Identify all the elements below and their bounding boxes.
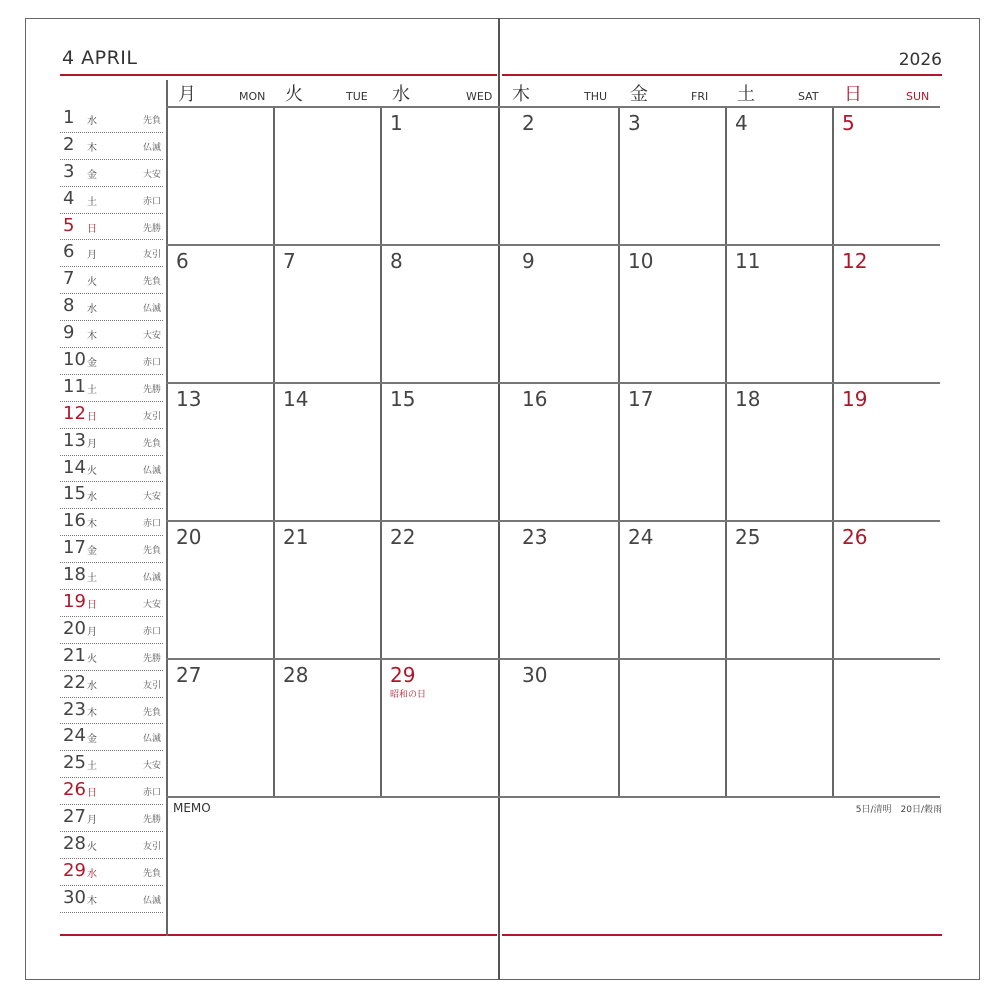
day-list-number: 14 [63, 456, 86, 478]
calendar-date[interactable]: 1 [390, 111, 403, 135]
day-list-weekday: 火 [87, 842, 97, 854]
day-list-number: 19 [63, 591, 86, 613]
day-list-weekday: 土 [87, 196, 97, 208]
calendar-date[interactable]: 7 [283, 249, 296, 273]
day-list-row [60, 644, 163, 671]
day-list-weekday: 月 [87, 250, 97, 262]
calendar-date[interactable]: 4 [735, 111, 748, 135]
day-list-weekday: 水 [87, 868, 97, 880]
page-spine [498, 18, 500, 980]
day-list-rokuyo: 赤口 [142, 196, 161, 207]
day-list-row [60, 402, 163, 429]
day-list-rokuyo: 友引 [142, 250, 161, 261]
day-list-number: 30 [63, 886, 86, 908]
day-list-rokuyo: 仏滅 [142, 465, 161, 476]
day-list-rokuyo: 大安 [142, 331, 161, 342]
day-list-rokuyo: 赤口 [142, 358, 161, 369]
day-list-number: 15 [63, 483, 86, 505]
top-rule-right [502, 74, 942, 76]
day-list-row [60, 859, 163, 886]
calendar-date[interactable]: 5 [842, 111, 855, 135]
weekday-header-en: TUE [346, 90, 368, 103]
day-list-weekday: 木 [87, 707, 97, 719]
day-list-number: 1 [63, 107, 75, 128]
day-list-rokuyo: 仏滅 [142, 573, 161, 584]
day-list-row [60, 698, 163, 725]
solar-terms: 5日/清明 20日/穀雨 [855, 805, 942, 815]
day-list-number: 8 [63, 295, 75, 317]
calendar-date[interactable]: 28 [283, 663, 309, 687]
day-list-number: 6 [63, 241, 75, 263]
day-list-weekday: 火 [87, 653, 97, 665]
day-list-weekday: 金 [87, 358, 97, 370]
day-list-number: 3 [63, 160, 75, 182]
day-list-row [60, 778, 163, 805]
day-list-row [60, 563, 163, 590]
bottom-rule-right [502, 934, 942, 936]
day-list-number: 20 [63, 617, 86, 639]
weekday-header-jp: 日 [844, 84, 862, 105]
day-list-rokuyo: 先負 [142, 438, 161, 449]
day-list-number: 10 [63, 349, 86, 371]
day-list-number: 27 [63, 806, 86, 828]
day-list-rokuyo: 赤口 [142, 519, 161, 530]
day-list-row [60, 617, 163, 644]
day-list-rokuyo: 大安 [142, 492, 161, 503]
calendar-date[interactable]: 23 [522, 525, 548, 549]
day-list-weekday: 火 [87, 465, 97, 477]
day-list-row [60, 187, 163, 214]
calendar-date[interactable]: 30 [522, 663, 548, 687]
day-list-weekday: 水 [87, 304, 97, 316]
page-frame [25, 18, 980, 980]
day-list-rokuyo: 仏滅 [142, 895, 161, 906]
day-list-weekday: 金 [87, 169, 97, 181]
day-list-row [60, 321, 163, 348]
day-list-weekday: 日 [87, 223, 97, 235]
calendar-date[interactable]: 11 [735, 249, 761, 273]
day-list-number: 17 [63, 537, 86, 559]
weekday-header-en: MON [239, 90, 266, 103]
day-list-weekday: 土 [87, 761, 97, 773]
calendar-date[interactable]: 21 [283, 525, 309, 549]
calendar-date[interactable]: 18 [735, 387, 761, 411]
day-list-row [60, 240, 163, 267]
calendar-date[interactable]: 6 [176, 249, 189, 273]
calendar-date[interactable]: 29 [390, 663, 416, 687]
day-list-rokuyo: 仏滅 [142, 304, 161, 315]
day-list-rokuyo: 先負 [142, 116, 161, 126]
weekday-header-en: FRI [691, 90, 709, 103]
calendar-date[interactable]: 26 [842, 525, 868, 549]
calendar-date[interactable]: 15 [390, 387, 416, 411]
grid-column-line [380, 106, 382, 797]
day-list-number: 2 [63, 133, 75, 155]
grid-column-line [273, 106, 275, 797]
day-list-row [60, 805, 163, 832]
calendar-date[interactable]: 22 [390, 525, 416, 549]
grid-column-line [618, 106, 620, 797]
grid-column-line [166, 80, 168, 936]
calendar-date[interactable]: 9 [522, 249, 535, 273]
day-list-row [60, 294, 163, 321]
grid-row-line [166, 244, 940, 246]
day-list-row [60, 267, 163, 294]
day-list-number: 22 [63, 671, 86, 693]
month-title: 4 APRIL [62, 47, 138, 69]
day-list-weekday: 日 [87, 788, 97, 800]
grid-row-line [166, 106, 940, 108]
day-list-rokuyo: 大安 [142, 761, 161, 772]
grid-column-line [725, 106, 727, 797]
day-list-row [60, 214, 163, 241]
day-list-row [60, 375, 163, 402]
day-list-number: 29 [63, 859, 86, 881]
weekday-header-jp: 木 [512, 84, 530, 105]
grid-row-line [166, 658, 940, 660]
day-list-number: 4 [63, 187, 75, 209]
day-list-number: 5 [63, 214, 75, 236]
holiday-label: 昭和の日 [390, 690, 427, 700]
year-label: 2026 [898, 50, 942, 70]
day-list-rokuyo: 赤口 [142, 626, 161, 637]
day-list-row [60, 348, 163, 375]
day-list-row [60, 536, 163, 563]
day-list-weekday: 月 [87, 815, 97, 827]
day-list-rokuyo: 友引 [142, 411, 161, 422]
day-list-weekday: 月 [87, 438, 97, 450]
top-rule-left [60, 74, 497, 76]
weekday-header-jp: 火 [285, 84, 303, 105]
calendar-date[interactable]: 12 [842, 249, 868, 273]
day-list-weekday: 木 [87, 142, 97, 154]
day-list-rokuyo: 先勝 [142, 653, 161, 664]
day-list-row [60, 671, 163, 698]
grid-row-line [166, 796, 940, 798]
calendar-date[interactable]: 8 [390, 249, 403, 273]
calendar-date[interactable]: 20 [176, 525, 202, 549]
weekday-header-jp: 金 [630, 84, 648, 105]
day-list-rokuyo: 赤口 [142, 788, 161, 799]
day-list-weekday: 金 [87, 546, 97, 558]
day-list-number: 25 [63, 752, 86, 774]
day-list-number: 11 [63, 375, 86, 397]
day-list-row [60, 724, 163, 751]
day-list-number: 23 [63, 698, 86, 720]
day-list-weekday: 火 [87, 277, 97, 289]
calendar-date[interactable]: 17 [628, 387, 654, 411]
day-list-rokuyo: 先勝 [142, 384, 161, 395]
weekday-header-en: THU [584, 90, 608, 103]
day-list-row [60, 160, 163, 187]
memo-label: MEMO [173, 801, 211, 815]
calendar-date[interactable]: 2 [522, 111, 535, 135]
day-list-rokuyo: 先勝 [142, 223, 161, 234]
bottom-rule-left [60, 934, 497, 936]
day-list-rokuyo: 大安 [142, 600, 161, 611]
day-list-row [60, 751, 163, 778]
day-list-number: 21 [63, 644, 86, 666]
day-list-weekday: 金 [87, 734, 97, 746]
grid-column-line [832, 106, 834, 797]
day-list-weekday: 土 [87, 573, 97, 585]
day-list-row [60, 106, 163, 133]
day-list-rokuyo: 大安 [142, 169, 161, 180]
calendar-date[interactable]: 24 [628, 525, 654, 549]
calendar-date[interactable]: 19 [842, 387, 868, 411]
day-list-weekday: 木 [87, 519, 97, 531]
day-list-row [60, 482, 163, 509]
day-list-number: 16 [63, 510, 86, 532]
day-list [60, 106, 163, 913]
day-list-weekday: 水 [87, 680, 97, 692]
day-list-weekday: 水 [87, 116, 97, 127]
calendar-date[interactable]: 14 [283, 387, 309, 411]
day-list-rokuyo: 仏滅 [142, 734, 161, 745]
day-list-rokuyo: 友引 [142, 842, 161, 853]
day-list-weekday: 月 [87, 626, 97, 638]
calendar-date[interactable]: 3 [628, 111, 641, 135]
day-list-number: 28 [63, 833, 86, 855]
day-list-number: 24 [63, 725, 86, 747]
day-list-rokuyo: 友引 [142, 680, 161, 691]
day-list-weekday: 土 [87, 384, 97, 396]
day-list-rokuyo: 先負 [142, 277, 161, 288]
calendar-date[interactable]: 10 [628, 249, 654, 273]
day-list-row [60, 456, 163, 483]
day-list-row [60, 429, 163, 456]
weekday-header-en: WED [466, 90, 493, 103]
day-list-row [60, 133, 163, 160]
day-list-number: 12 [63, 402, 86, 424]
day-list-row [60, 509, 163, 536]
calendar-date[interactable]: 25 [735, 525, 761, 549]
day-list-number: 18 [63, 564, 86, 586]
day-list-weekday: 木 [87, 895, 97, 907]
weekday-header-en: SUN [906, 90, 930, 103]
weekday-header-jp: 水 [392, 84, 410, 105]
day-list-number: 13 [63, 429, 86, 451]
day-list-rokuyo: 先負 [142, 868, 161, 879]
day-list-weekday: 日 [87, 411, 97, 423]
day-list-rokuyo: 仏滅 [142, 142, 161, 153]
grid-row-line [166, 520, 940, 522]
day-list-rokuyo: 先負 [142, 546, 161, 557]
day-list-weekday: 木 [87, 331, 97, 343]
grid-row-line [166, 382, 940, 384]
calendar-date[interactable]: 27 [176, 663, 202, 687]
day-list-row [60, 886, 163, 913]
day-list-rokuyo: 先勝 [142, 815, 161, 826]
day-list-rokuyo: 先負 [142, 707, 161, 718]
calendar-date[interactable]: 16 [522, 387, 548, 411]
day-list-row [60, 832, 163, 859]
day-list-number: 26 [63, 779, 86, 801]
day-list-weekday: 水 [87, 492, 97, 504]
day-list-number: 9 [63, 322, 75, 344]
weekday-header-jp: 月 [178, 84, 196, 105]
day-list-weekday: 日 [87, 600, 97, 612]
weekday-header-jp: 土 [737, 84, 755, 105]
day-list-row [60, 590, 163, 617]
day-list-number: 7 [63, 268, 75, 290]
calendar-date[interactable]: 13 [176, 387, 202, 411]
weekday-header-en: SAT [798, 90, 819, 103]
